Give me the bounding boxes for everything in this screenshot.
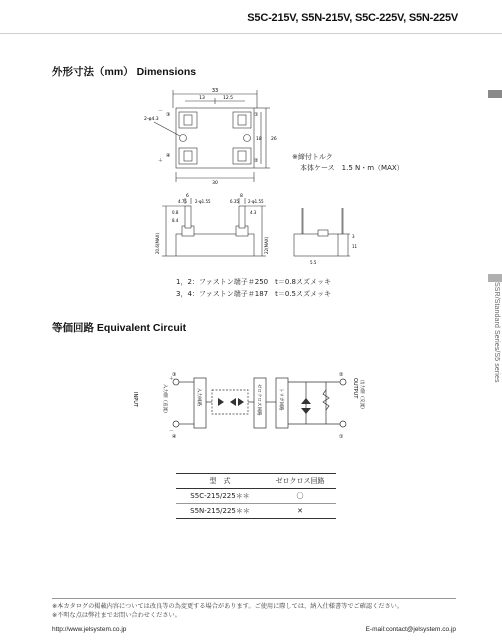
zero-cross-cell: ✕: [264, 504, 336, 519]
minus-terminal-sign: －: [158, 108, 164, 114]
block-zero-cross-label: ゼロクロス回路: [256, 384, 261, 416]
zero-cross-header: ゼロクロス回路: [264, 474, 336, 489]
terminal-note-1: 1，2：ファストン端子＃250 t＝0.8スズメッキ: [176, 278, 332, 286]
footnote-1: ※本カタログの掲載内容については改良等の為変更する場合があります。ご使用に際しては、納入仕様書等でご確認ください。: [52, 603, 404, 610]
equivalent-circuit-diagram: [132, 372, 370, 442]
model-cell: S5N-215/225＊＊: [176, 504, 264, 519]
torque-note: [292, 152, 404, 174]
circuit-terminal-1: ①: [339, 434, 344, 440]
dim-3-label: 3: [352, 234, 355, 239]
dim-4-3-label: 4.3: [250, 210, 257, 215]
table-row: [176, 504, 336, 519]
table-row: [176, 489, 336, 504]
terminal-2-mark: ②: [254, 158, 259, 164]
side-view-drawing: [288, 200, 358, 270]
input-jp-label: 入力側（直流）: [162, 384, 167, 416]
terminal-notes: [176, 276, 331, 300]
dim-0-8-label: 0.8: [172, 210, 179, 215]
page-footer: [52, 626, 456, 633]
dim-33-label: 33: [211, 88, 219, 94]
header-bar: [0, 0, 502, 34]
dim-22-label: 22(MAX): [264, 236, 269, 254]
dim-8-label: 8: [240, 194, 243, 199]
dim-26-label: 26: [271, 137, 277, 142]
input-plus-sign: ＋: [169, 376, 175, 382]
side-series-label: SSR/Standard Series/S5 series: [493, 282, 500, 383]
model-table-header-row: [176, 474, 336, 489]
circuit-terminal-4: ④: [172, 434, 177, 440]
model-cell: S5C-215/225＊＊: [176, 489, 264, 504]
terminal-1-mark: ①: [254, 112, 259, 118]
side-tab-marker-active: [488, 274, 502, 282]
model-header: 型 式: [176, 474, 264, 489]
dim-30-label: 30: [212, 181, 218, 186]
pin-b-label: 2-φ1.55: [248, 199, 264, 204]
block-input-label: 入力回路: [196, 388, 201, 406]
email-link[interactable]: E-mail:contact@jelsystem.co.jp: [365, 626, 456, 633]
circuit-terminal-3: ③: [172, 372, 177, 378]
torque-note-line2: 本体ケース 1.5 N・m（MAX）: [300, 164, 404, 172]
input-minus-sign: －: [169, 428, 175, 434]
dim-6-label: 6: [186, 194, 189, 199]
circuit-terminal-2: ②: [339, 372, 344, 378]
dim-4-75-label: 4.75: [178, 199, 187, 204]
footnotes: [52, 598, 456, 620]
output-label: OUTPUT: [352, 378, 358, 399]
circuit-title: 等価回路 Equivalent Circuit: [52, 322, 187, 334]
front-view-drawing: [150, 190, 280, 270]
input-label: INPUT: [132, 392, 138, 407]
dim-12-5-label: 12.5: [222, 96, 234, 101]
output-jp-label: 出力側（交流）: [359, 380, 364, 412]
dim-6-35-label: 6.35: [230, 199, 239, 204]
terminal-4-mark: ④: [166, 153, 171, 159]
model-table: [176, 473, 336, 519]
dim-18-label: 18: [256, 137, 262, 142]
terminal-note-2: 3，4：ファストン端子＃187 t＝0.5スズメッキ: [176, 290, 332, 298]
footnote-2: ※不明な点は弊社までお問い合わせください。: [52, 612, 181, 619]
plus-terminal-sign: ＋: [158, 158, 164, 164]
page-header-title: S5C-215V, S5N-215V, S5C-225V, S5N-225V: [247, 12, 458, 24]
dim-20-6-label: 20.6(MAX): [155, 233, 160, 254]
torque-note-line1: ※締付トルク: [292, 153, 333, 161]
block-trigger-label: トリガ回路: [278, 388, 283, 411]
dim-11-label: 11: [352, 244, 358, 249]
dim-8-4-label: 8.4: [172, 218, 179, 223]
website-link[interactable]: http://www.jelsystem.co.jp: [52, 626, 127, 633]
hole-dia-label: 2-φ4.3: [144, 117, 159, 122]
pin-a-label: 2-φ1.55: [195, 199, 211, 204]
top-view-drawing: [140, 86, 280, 186]
dim-5-5-label: 5.5: [310, 260, 317, 265]
side-tab-marker-top: [488, 90, 502, 98]
zero-cross-cell: 〇: [264, 489, 336, 504]
dim-13-label: 13: [199, 96, 205, 101]
dimensions-title: 外形寸法（mm） Dimensions: [52, 66, 197, 78]
terminal-3-mark: ③: [166, 112, 171, 118]
